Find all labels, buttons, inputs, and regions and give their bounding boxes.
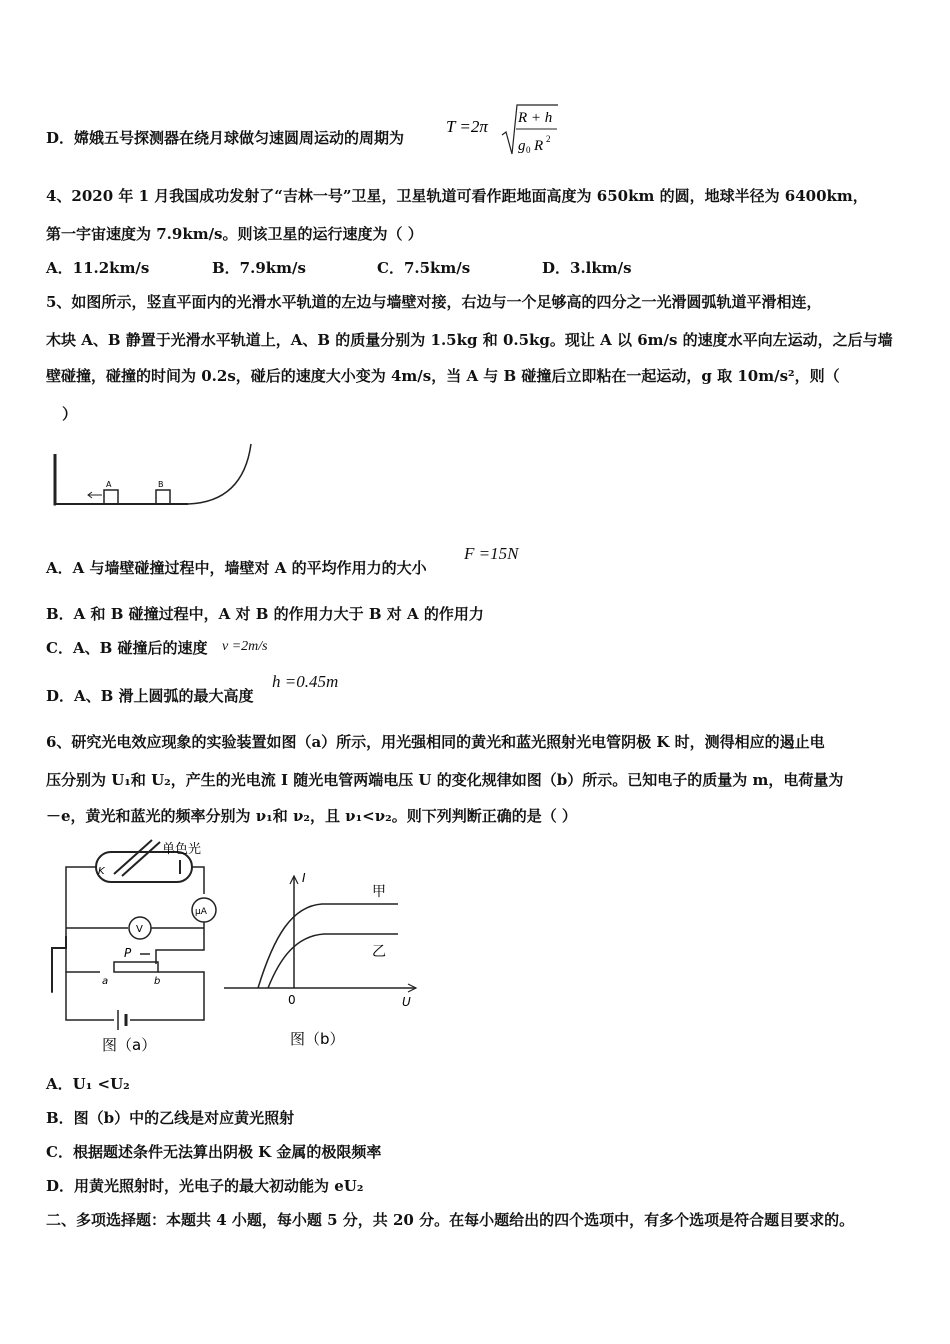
q6-line-1: 6、研究光电效应现象的实验装置如图（a）所示，用光强相同的黄光和蓝光照射光电管阴极 K 时，测得相应的遏止电 xyxy=(46,733,825,751)
q6-option-c: C．根据题述条件无法算出阴极 K 金属的极限频率 xyxy=(46,1143,382,1161)
y-axis-label: I xyxy=(302,871,306,885)
wall xyxy=(55,454,56,504)
q4-option-c: C．7.5km/s xyxy=(377,259,471,277)
q4-option-b: B．7.9km/s xyxy=(212,259,306,277)
block-b xyxy=(156,490,170,504)
q5-line-2: 木块 A、B 静置于光滑水平轨道上，A、B 的质量分别为 1.5kg 和 0.5kg。现让 A 以 6m/s 的速度水平向左运动，之后与墙 xyxy=(46,331,893,349)
q6-option-d: D．用黄光照射时，光电子的最大初动能为 eU₂ xyxy=(46,1177,364,1195)
light-ray-1 xyxy=(114,840,152,874)
voltmeter-label: V xyxy=(136,924,143,935)
q6-option-a: A．U₁ <U₂ xyxy=(46,1075,130,1093)
q5-option-c xyxy=(46,638,207,658)
q5-line-3: 壁碰撞，碰撞的时间为 0.2s，碰后的速度大小变为 4m/s，当 A 与 B 碰撞后立即粘在一起运动，g 取 10m/s²，则（ xyxy=(46,367,840,385)
formula-g-sub: 0 xyxy=(526,145,531,155)
q5-option-c-formula: v =2m/s xyxy=(222,639,268,654)
q4-line-1: 4、2020 年 1 月我国成功发射了“吉林一号”卫星，卫星轨道可看作距地面高度为 650km 的圆，地球半径为 6400km， xyxy=(46,187,868,205)
q3-option-d xyxy=(46,128,404,148)
formula-g: g xyxy=(518,138,526,154)
wire-bottom-right xyxy=(130,972,204,1020)
q5-option-d xyxy=(46,686,254,706)
formula-r: R xyxy=(534,138,544,154)
q4-option-d: D．3.lkm/s xyxy=(542,259,632,277)
light-label: 单色光 xyxy=(162,842,202,857)
figure-a-caption: 图（a） xyxy=(102,1036,157,1054)
q5-option-a xyxy=(46,558,427,578)
block-a-label: A xyxy=(106,480,112,489)
microammeter-label: μA xyxy=(195,907,207,917)
formula-numerator: R + h xyxy=(518,110,553,126)
curve-yi xyxy=(268,934,398,988)
cathode-k-label: K xyxy=(98,866,105,877)
q5-option-c-text: C．A、B 碰撞后的速度 xyxy=(46,639,208,657)
x-axis-label: U xyxy=(402,995,411,1009)
period-formula xyxy=(444,102,564,160)
light-ray-2 xyxy=(122,842,160,876)
q5-option-a-formula: F =15N xyxy=(464,544,519,563)
q6-option-b: B．图（b）中的乙线是对应黄光照射 xyxy=(46,1109,295,1127)
q6-line-2: 压分别为 U₁和 U₂，产生的光电流 I 随光电管两端电压 U 的变化规律如图（b）所示。已知电子的质量为 m，电荷量为 xyxy=(46,771,844,789)
terminal-b-label: b xyxy=(154,976,161,987)
block-a xyxy=(104,490,118,504)
wire-left-down xyxy=(52,936,66,992)
block-b-label: B xyxy=(158,480,164,489)
wire-pot xyxy=(66,948,100,972)
curve-jia-label: 甲 xyxy=(372,884,386,900)
q5-line-4: ） xyxy=(62,405,78,423)
curve-yi-label: 乙 xyxy=(372,944,386,960)
q6-iu-graph-figure-b xyxy=(222,866,422,1052)
wire-right xyxy=(192,867,204,894)
q5-option-d-formula: h =0.45m xyxy=(272,672,339,691)
q5-option-a-text: A．A 与墙壁碰撞过程中，墙壁对 A 的平均作用力的大小 xyxy=(46,559,427,577)
formula-lhs: T =2π xyxy=(446,117,488,136)
q4-line-2: 第一宇宙速度为 7.9km/s。则该卫星的运行速度为（ ） xyxy=(46,225,423,243)
wire-left xyxy=(66,867,96,936)
q5-option-b: B．A 和 B 碰撞过程中，A 对 B 的作用力大于 B 对 A 的作用力 xyxy=(46,605,484,623)
slider-p-label: P xyxy=(124,946,132,960)
rheostat xyxy=(114,962,158,972)
q5-line-1: 5、如图所示，竖直平面内的光滑水平轨道的左边与墙壁对接，右边与一个足够高的四分之一光滑圆弧轨道平滑相连， xyxy=(46,293,822,311)
quarter-arc xyxy=(188,444,251,504)
q5-track-figure xyxy=(48,434,258,510)
q6-line-3: －e，黄光和蓝光的频率分别为 ν₁和 ν₂，且 ν₁<ν₂。则下列判断正确的是（ ） xyxy=(46,807,577,825)
q5-option-d-text: D．A、B 滑上圆弧的最大高度 xyxy=(46,687,254,705)
origin-label: 0 xyxy=(288,993,296,1007)
q6-circuit-figure-a xyxy=(44,836,220,1058)
q4-option-a: A．11.2km/s xyxy=(46,259,150,277)
section-2-heading: 二、多项选择题：本题共 4 小题，每小题 5 分，共 20 分。在每小题给出的四个选项中，有多个选项是符合题目要求的。 xyxy=(46,1211,855,1229)
figure-b-caption: 图（b） xyxy=(290,1030,345,1048)
q3-option-d-text: D．嫦娥五号探测器在绕月球做匀速圆周运动的周期为 xyxy=(46,129,405,147)
terminal-a-label: a xyxy=(102,976,109,987)
formula-r-sup: 2 xyxy=(546,134,551,144)
